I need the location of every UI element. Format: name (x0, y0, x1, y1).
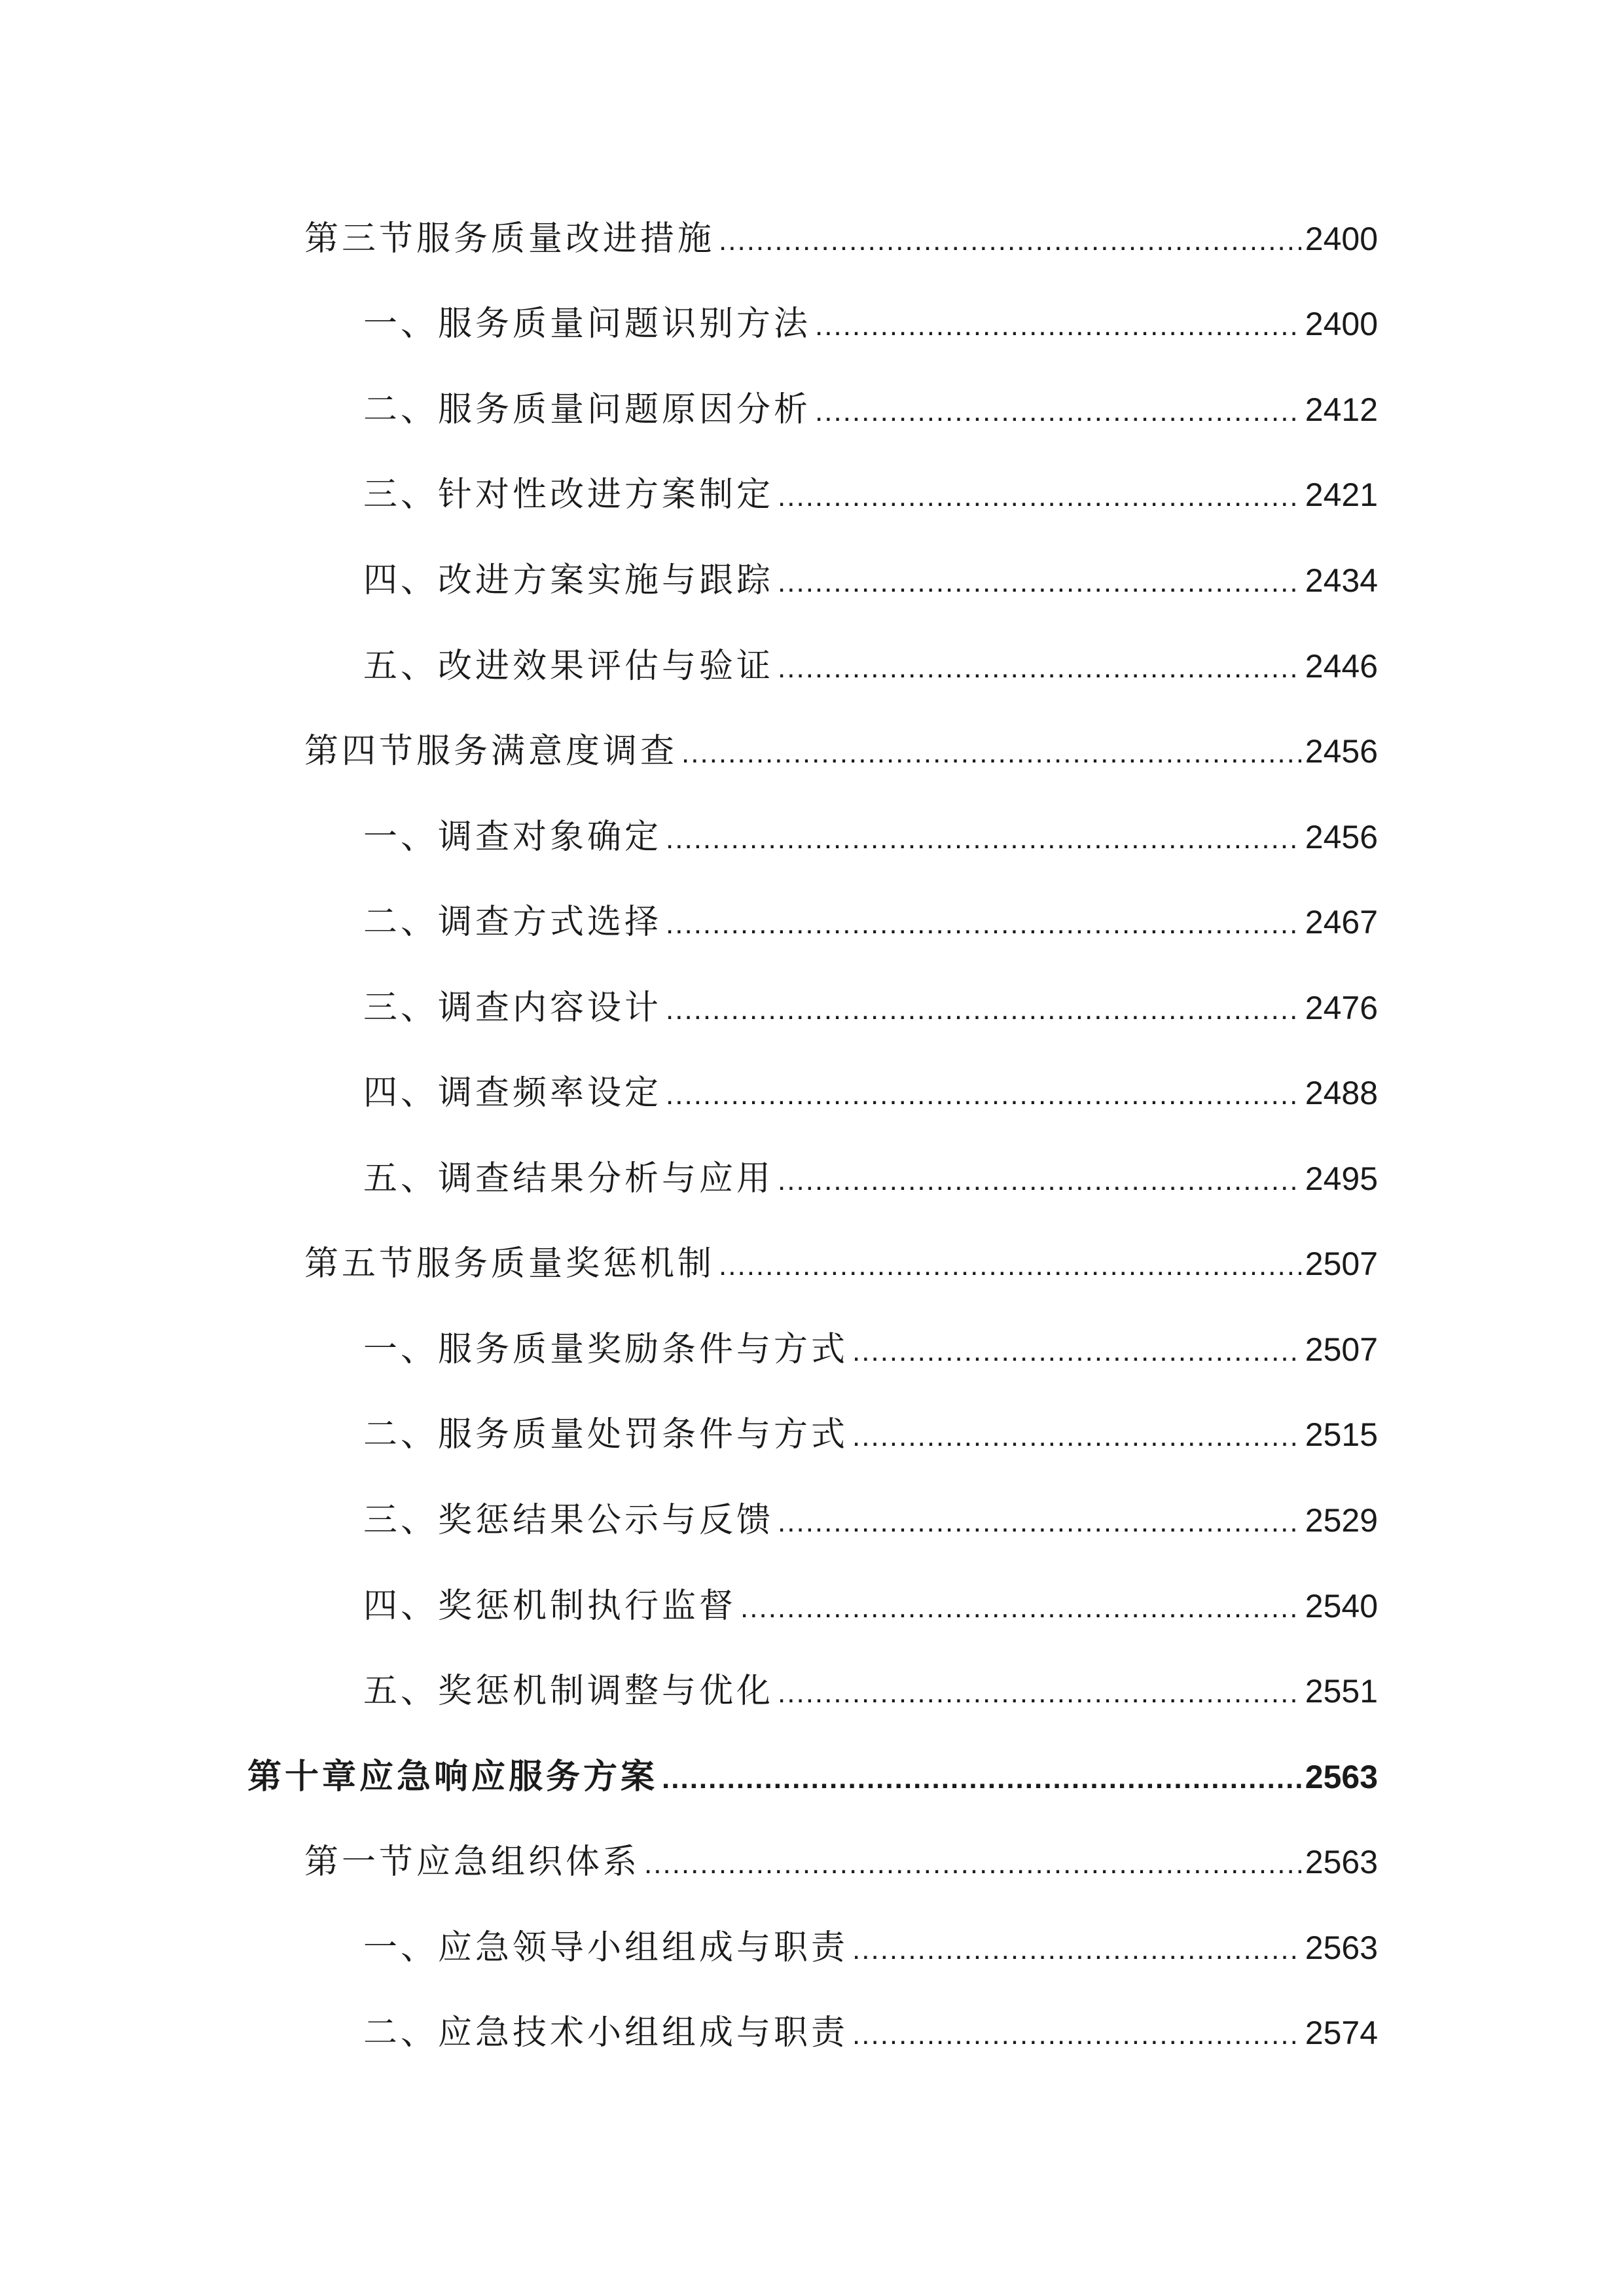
toc-entry-item[interactable] (363, 1665, 1378, 1717)
toc-dot-leader (644, 1838, 1301, 1890)
toc-dot-leader (740, 1582, 1301, 1634)
toc-entry-title: 三、调查内容设计 (363, 988, 662, 1028)
toc-entry-title: 三、针对性改进方案制定 (363, 475, 774, 514)
toc-page-number: 2507 (1305, 1331, 1378, 1368)
toc-entry-title: 二、服务质量处罚条件与方式 (363, 1415, 849, 1454)
toc-dot-leader (681, 727, 1301, 780)
toc-entry-item[interactable] (363, 640, 1378, 692)
toc-page-number: 2400 (1305, 306, 1378, 342)
toc-dot-leader (852, 1924, 1301, 1976)
toc-page-number: 2495 (1305, 1160, 1378, 1197)
toc-entry-item[interactable] (363, 1323, 1378, 1376)
toc-entry-item[interactable] (363, 298, 1378, 350)
toc-page-number: 2434 (1305, 562, 1378, 599)
toc-dot-leader (666, 984, 1301, 1036)
toc-entry-item[interactable] (363, 1494, 1378, 1547)
toc-page-number: 2563 (1305, 1844, 1378, 1880)
toc-entry-item[interactable] (363, 1580, 1378, 1632)
toc-page-number: 2563 (1305, 1759, 1378, 1795)
toc-page-number: 2446 (1305, 648, 1378, 685)
toc-entry-title: 一、服务质量问题识别方法 (363, 304, 812, 344)
toc-entry-title: 第四节服务满意度调查 (304, 732, 678, 771)
toc-dot-leader (719, 215, 1301, 267)
toc-page-number: 2476 (1305, 990, 1378, 1026)
toc-entry-chapter[interactable] (247, 1751, 1378, 1803)
toc-entry-item[interactable] (363, 1922, 1378, 1974)
toc-entry-section[interactable] (304, 1238, 1378, 1290)
toc-entry-item[interactable] (363, 811, 1378, 863)
toc-entry-item[interactable] (363, 469, 1378, 521)
toc-dot-leader (662, 1753, 1301, 1805)
toc-dot-leader (852, 2009, 1301, 2061)
toc-entry-section[interactable] (304, 725, 1378, 778)
toc-entry-title: 二、调查方式选择 (363, 903, 662, 942)
toc-dot-leader (778, 1667, 1301, 1719)
toc-entry-title: 四、改进方案实施与跟踪 (363, 561, 774, 600)
toc-page-number: 2412 (1305, 391, 1378, 428)
toc-page-number: 2421 (1305, 476, 1378, 513)
toc-entry-title: 五、改进效果评估与验证 (363, 647, 774, 686)
toc-dot-leader (778, 1496, 1301, 1549)
toc-dot-leader (719, 1240, 1301, 1292)
toc-dot-leader (852, 1410, 1301, 1463)
toc-entry-title: 一、应急领导小组组成与职责 (363, 1928, 849, 1967)
toc-entry-title: 四、调查频率设定 (363, 1073, 662, 1113)
toc-entry-title: 四、奖惩机制执行监督 (363, 1587, 737, 1626)
toc-entry-item[interactable] (363, 554, 1378, 607)
toc-page-number: 2540 (1305, 1588, 1378, 1624)
toc-dot-leader (778, 556, 1301, 609)
toc-entry-title: 第一节应急组织体系 (304, 1842, 641, 1882)
toc-entry-item[interactable] (363, 384, 1378, 436)
toc-dot-leader (666, 1069, 1301, 1121)
toc-entry-title: 二、服务质量问题原因分析 (363, 390, 812, 429)
toc-dot-leader (852, 1325, 1301, 1378)
toc-page-number: 2507 (1305, 1246, 1378, 1282)
toc-entry-item[interactable] (363, 982, 1378, 1034)
toc-entry-item[interactable] (363, 896, 1378, 948)
toc-entry-title: 第三节服务质量改进措施 (304, 219, 715, 259)
toc-page-number: 2467 (1305, 904, 1378, 941)
toc-entry-section[interactable] (304, 213, 1378, 265)
toc-dot-leader (778, 1155, 1301, 1207)
toc-page-number: 2515 (1305, 1416, 1378, 1453)
toc-entry-item[interactable] (363, 1153, 1378, 1205)
toc-entry-item[interactable] (363, 1408, 1378, 1461)
toc-page-number: 2456 (1305, 733, 1378, 770)
toc-entry-title: 二、应急技术小组组成与职责 (363, 2013, 849, 2053)
toc-page-number: 2563 (1305, 1929, 1378, 1966)
toc-page-number: 2400 (1305, 221, 1378, 257)
toc-entry-title: 第十章应急响应服务方案 (247, 1757, 659, 1797)
toc-entry-title: 一、服务质量奖励条件与方式 (363, 1330, 849, 1369)
toc-page-number: 2456 (1305, 819, 1378, 855)
toc-entry-title: 第五节服务质量奖惩机制 (304, 1244, 715, 1283)
toc-page-number: 2529 (1305, 1502, 1378, 1539)
toc-dot-leader (778, 471, 1301, 523)
toc-dot-leader (815, 386, 1301, 438)
toc-dot-leader (815, 300, 1301, 352)
toc-dot-leader (778, 642, 1301, 694)
toc-entry-title: 五、调查结果分析与应用 (363, 1159, 774, 1198)
toc-dot-leader (666, 813, 1301, 865)
toc-entry-section[interactable] (304, 1836, 1378, 1888)
toc-entry-item[interactable] (363, 1067, 1378, 1119)
toc-entry-title: 一、调查对象确定 (363, 817, 662, 857)
toc-page-number: 2574 (1305, 2015, 1378, 2051)
toc-entry-item[interactable] (363, 2007, 1378, 2059)
toc-page-number: 2551 (1305, 1673, 1378, 1710)
toc-entry-title: 五、奖惩机制调整与优化 (363, 1672, 774, 1711)
toc-entry-title: 三、奖惩结果公示与反馈 (363, 1501, 774, 1540)
toc-dot-leader (666, 898, 1301, 950)
toc-page-number: 2488 (1305, 1075, 1378, 1111)
